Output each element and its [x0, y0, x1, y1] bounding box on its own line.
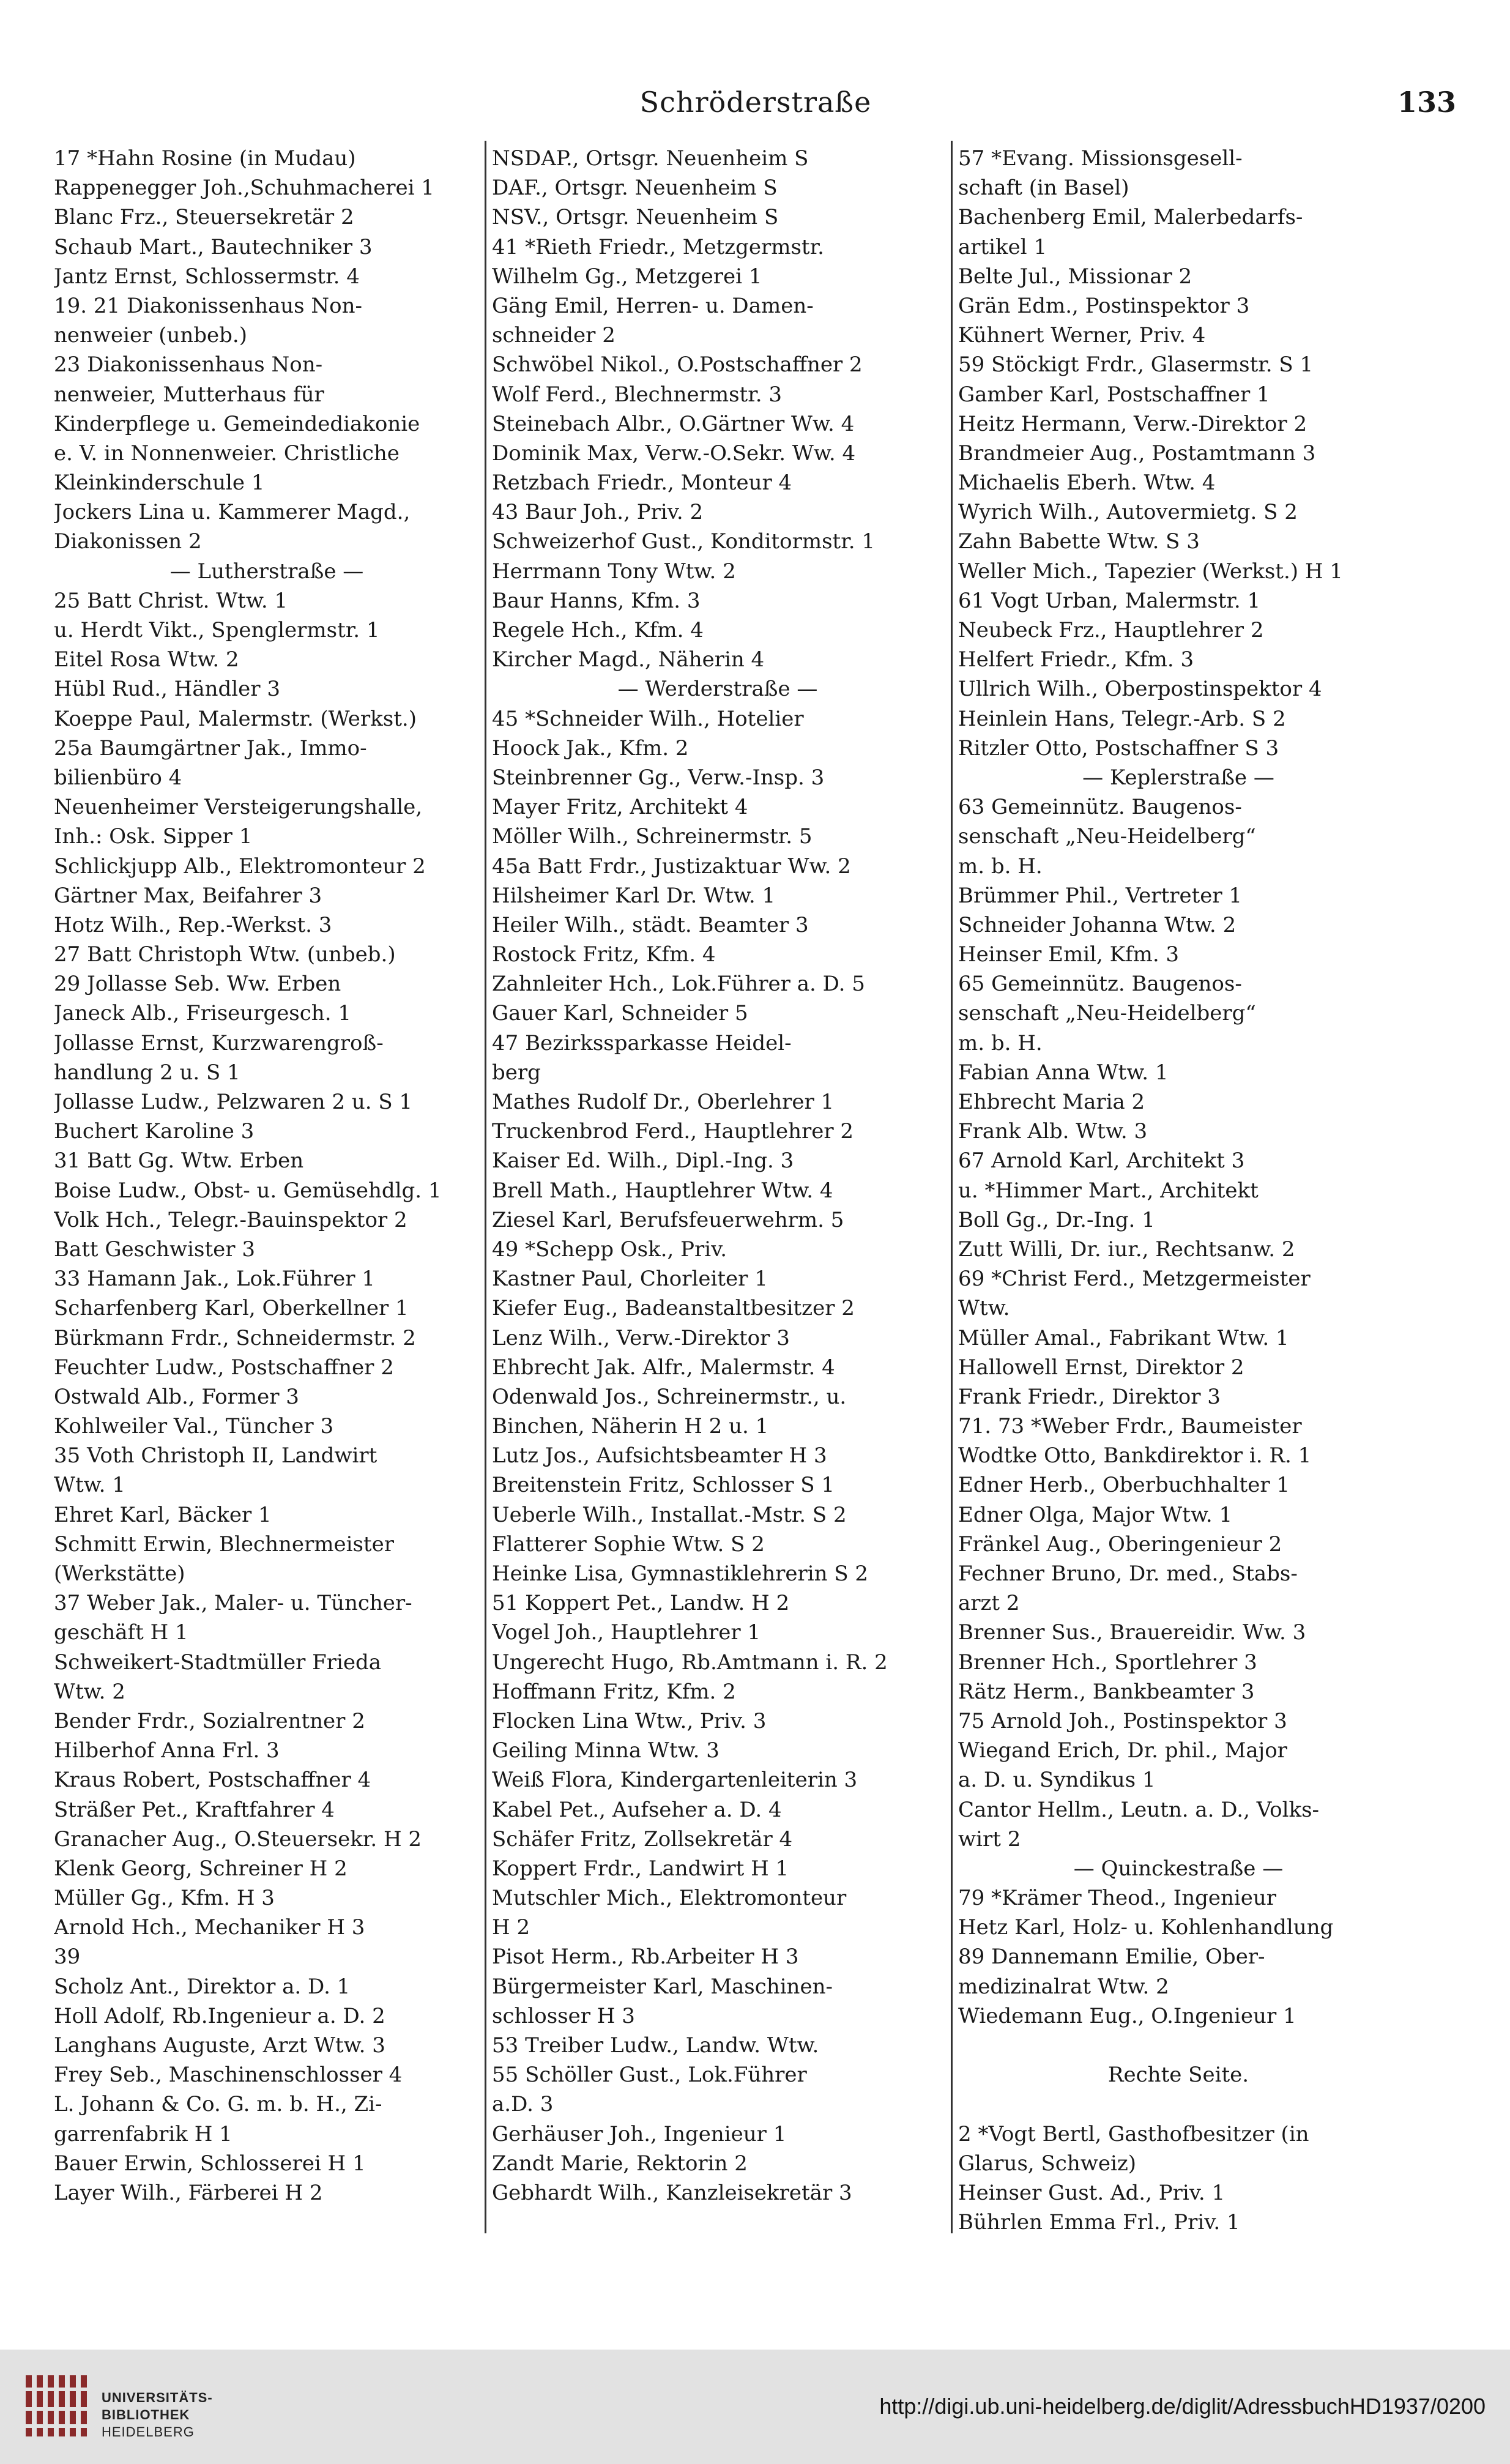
directory-entry-line: Herrmann Tony Wtw. 2 [492, 559, 736, 584]
directory-entry-line: Heinke Lisa, Gymnastiklehrerin S 2 [492, 1561, 869, 1586]
library-seal-icon [21, 2369, 94, 2443]
directory-entry-line: Mayer Fritz, Architekt 4 [492, 795, 748, 820]
directory-entry-line: Wtw. 2 [54, 1679, 125, 1704]
directory-entry-line: Schneider Johanna Wtw. 2 [958, 912, 1237, 937]
directory-entry-line: senschaft „Neu-Heidelberg“ [958, 824, 1256, 849]
directory-entry-line: Gebhardt Wilh., Kanzleisekretär 3 [492, 2180, 852, 2205]
directory-entry-line: — Werderstraße — [617, 677, 818, 702]
directory-entry-line: Hübl Rud., Händler 3 [54, 677, 280, 702]
directory-entry-line: Batt Geschwister 3 [54, 1237, 255, 1262]
directory-entry-line: u. *Himmer Mart., Architekt [958, 1178, 1259, 1203]
directory-entry-line: Scharfenberg Karl, Oberkellner 1 [54, 1296, 409, 1321]
directory-entry-line: Ritzler Otto, Postschaffner S 3 [958, 735, 1279, 761]
directory-entry-line: Blanc Frz., Steuersekretär 2 [54, 205, 354, 230]
directory-entry-line: Jollasse Ludw., Pelzwaren 2 u. S 1 [54, 1090, 413, 1114]
directory-entry-line: Gerhäuser Joh., Ingenieur 1 [492, 2121, 787, 2146]
directory-entry-line: Bachenberg Emil, Malerbedarfs- [958, 205, 1303, 230]
directory-entry-line: Breitenstein Fritz, Schlosser S 1 [492, 1473, 835, 1498]
directory-entry-line: Steinbrenner Gg., Verw.-Insp. 3 [492, 765, 825, 790]
directory-entry-line: Retzbach Friedr., Monteur 4 [492, 471, 792, 496]
directory-entry-line: Heinser Gust. Ad., Priv. 1 [958, 2180, 1225, 2205]
directory-entry-line: Heinlein Hans, Telegr.-Arb. S 2 [958, 706, 1286, 731]
directory-entry-line: senschaft „Neu-Heidelberg“ [958, 1001, 1256, 1026]
directory-entry-line: 59 Stöckigt Frdr., Glasermstr. S 1 [958, 352, 1314, 378]
directory-entry-line: Hotz Wilh., Rep.-Werkst. 3 [54, 912, 332, 937]
directory-entry-line: berg [492, 1060, 541, 1085]
directory-entry-line: 45 *Schneider Wilh., Hotelier [492, 706, 804, 731]
directory-entry-line: 65 Gemeinnütz. Baugenos- [958, 972, 1242, 997]
directory-entry-line: 31 Batt Gg. Wtw. Erben [54, 1148, 304, 1174]
directory-entry-line: Brümmer Phil., Vertreter 1 [958, 883, 1243, 908]
directory-entry-line: Kabel Pet., Aufseher a. D. 4 [492, 1797, 782, 1822]
directory-entry-line: Ostwald Alb., Former 3 [54, 1384, 299, 1409]
directory-entry-line: 61 Vogt Urban, Malermstr. 1 [958, 588, 1261, 613]
directory-entry-line: Müller Gg., Kfm. H 3 [54, 1886, 275, 1911]
directory-entry-line: Zahnleiter Hch., Lok.Führer a. D. 5 [492, 972, 865, 997]
directory-entry-line: Müller Amal., Fabrikant Wtw. 1 [958, 1325, 1289, 1350]
directory-entry-line: 55 Schöller Gust., Lok.Führer [492, 2063, 807, 2088]
directory-entry-line: Helfert Friedr., Kfm. 3 [958, 647, 1194, 672]
directory-entry-line: Cantor Hellm., Leutn. a. D., Volks- [958, 1797, 1320, 1822]
directory-entry-line: Brell Math., Hauptlehrer Wtw. 4 [492, 1178, 833, 1203]
directory-entry-line: Mathes Rudolf Dr., Oberlehrer 1 [492, 1090, 835, 1114]
directory-entry-line: Rechte Seite. [1107, 2063, 1249, 2088]
directory-entry-line: 89 Dannemann Emilie, Ober- [958, 1945, 1265, 1970]
directory-entry-line: Schweikert-Stadtmüller Frieda [54, 1650, 382, 1675]
directory-entry-line: 51 Koppert Pet., Landw. H 2 [492, 1591, 790, 1616]
directory-entry-line: DAF., Ortsgr. Neuenheim S [492, 176, 778, 201]
source-url-link[interactable]: http://digi.ub.uni-heidelberg.de/diglit/AdressbuchHD1937/0200 [879, 2394, 1486, 2419]
directory-entry-line: Bauer Erwin, Schlosserei H 1 [54, 2151, 366, 2176]
directory-entry-line: Schmitt Erwin, Blechnermeister [54, 1532, 394, 1557]
directory-entry-line: Jollasse Ernst, Kurzwarengroß- [54, 1030, 384, 1055]
directory-entry-line: artikel 1 [958, 234, 1047, 259]
directory-entry-line: — Lutherstraße — [169, 559, 364, 584]
directory-entry-line [958, 2090, 1399, 2119]
directory-entry-line: Gauer Karl, Schneider 5 [492, 1001, 748, 1026]
directory-entry-line: 23 Diakonissenhaus Non- [54, 352, 323, 378]
directory-entry-line: 57 *Evang. Missionsgesell- [958, 146, 1243, 171]
directory-entry-line: 25 Batt Christ. Wtw. 1 [54, 588, 288, 613]
directory-entry-line: Wiegand Erich, Dr. phil., Major [958, 1738, 1287, 1763]
column-divider [951, 141, 953, 2233]
directory-entry-line: Sträßer Pet., Kraftfahrer 4 [54, 1797, 335, 1822]
directory-entry-line: Zahn Babette Wtw. S 3 [958, 529, 1200, 554]
directory-entry-line: H 2 [492, 1915, 530, 1940]
directory-entry-line: schaft (in Basel) [958, 176, 1129, 201]
directory-entry-line: 19. 21 Diakonissenhaus Non- [54, 293, 363, 318]
directory-entry-line: — Quinckestraße — [1073, 1856, 1284, 1881]
directory-entry-line: Gäng Emil, Herren- u. Damen- [492, 293, 814, 318]
directory-entry-line: Dominik Max, Verw.-O.Sekr. Ww. 4 [492, 441, 856, 466]
directory-entry-line: Lutz Jos., Aufsichtsbeamter H 3 [492, 1443, 827, 1468]
directory-entry-line: Layer Wilh., Färberei H 2 [54, 2180, 323, 2205]
directory-entry-line: 33 Hamann Jak., Lok.Führer 1 [54, 1267, 375, 1292]
directory-entry-line: 63 Gemeinnütz. Baugenos- [958, 795, 1242, 820]
column-divider [485, 141, 486, 2233]
directory-entry-line: Rostock Fritz, Kfm. 4 [492, 942, 716, 967]
directory-entry-line: Frank Friedr., Direktor 3 [958, 1384, 1221, 1409]
directory-entry-line: Ehbrecht Jak. Alfr., Malermstr. 4 [492, 1355, 835, 1380]
directory-entry-line: Eitel Rosa Wtw. 2 [54, 647, 239, 672]
directory-entry-line: schlosser H 3 [492, 2003, 635, 2028]
directory-entry-line: Wtw. 1 [54, 1473, 125, 1498]
directory-entry-line: handlung 2 u. S 1 [54, 1060, 240, 1085]
directory-entry-line: Wtw. [958, 1296, 1010, 1321]
directory-entry-line: 45a Batt Frdr., Justizaktuar Ww. 2 [492, 854, 851, 879]
logo-text-line: BIBLIOTHEK [102, 2407, 190, 2422]
directory-entry-line: Glarus, Schweiz) [958, 2151, 1137, 2176]
directory-entry-line: Langhans Auguste, Arzt Wtw. 3 [54, 2033, 385, 2058]
digitization-footer [0, 2350, 1510, 2464]
directory-entry-line: Volk Hch., Telegr.-Bauinspektor 2 [54, 1207, 407, 1232]
directory-entry-line: Bürkmann Frdr., Schneidermstr. 2 [54, 1325, 416, 1350]
directory-entry-line: 69 *Christ Ferd., Metzgermeister [958, 1267, 1311, 1292]
directory-entry-line: Weller Mich., Tapezier (Werkst.) H 1 [958, 559, 1343, 584]
directory-entry-line: 37 Weber Jak., Maler- u. Tüncher- [54, 1591, 412, 1616]
directory-entry-line: Edner Herb., Oberbuchhalter 1 [958, 1473, 1290, 1498]
directory-entry-line: Möller Wilh., Schreinermstr. 5 [492, 824, 813, 849]
directory-entry-line: Janeck Alb., Friseurgesch. 1 [54, 1001, 351, 1026]
directory-entry-line: Boll Gg., Dr.-Ing. 1 [958, 1207, 1155, 1232]
directory-entry-line: 27 Batt Christoph Wtw. (unbeb.) [54, 942, 396, 967]
directory-entry-line: Ziesel Karl, Berufsfeuerwehrm. 5 [492, 1207, 844, 1232]
directory-entry-line: Heitz Hermann, Verw.-Direktor 2 [958, 411, 1307, 436]
directory-entry-line: 43 Baur Joh., Priv. 2 [492, 500, 704, 525]
directory-entry-line: nenweier (unbeb.) [54, 323, 247, 348]
directory-entry-line: (Werkstätte) [54, 1561, 185, 1586]
directory-entry-line: NSV., Ortsgr. Neuenheim S [492, 205, 779, 230]
directory-entry-line: Edner Olga, Major Wtw. 1 [958, 1502, 1233, 1527]
directory-entry-line: Belte Jul., Missionar 2 [958, 264, 1192, 289]
directory-entry-line: Baur Hanns, Kfm. 3 [492, 588, 701, 613]
directory-entry-line: Inh.: Osk. Sipper 1 [54, 824, 253, 849]
directory-entry-line: Wiedemann Eug., O.Ingenieur 1 [958, 2003, 1296, 2028]
directory-entry-line: bilienbüro 4 [54, 765, 182, 790]
directory-entry-line: Wolf Ferd., Blechnermstr. 3 [492, 382, 782, 407]
directory-entry-line: Jantz Ernst, Schlossermstr. 4 [54, 264, 360, 289]
directory-entry-line: e. V. in Nonnenweier. Christliche [54, 441, 400, 466]
directory-entry-line: Zandt Marie, Rektorin 2 [492, 2151, 748, 2176]
directory-entry-line: 25a Baumgärtner Jak., Immo- [54, 735, 367, 761]
directory-entry-line: Schlickjupp Alb., Elektromonteur 2 [54, 854, 426, 879]
directory-entry-line: Koeppe Paul, Malermstr. (Werkst.) [54, 706, 417, 731]
directory-entry-line: Fabian Anna Wtw. 1 [958, 1060, 1169, 1085]
directory-entry-line: Frey Seb., Maschinenschlosser 4 [54, 2063, 403, 2088]
directory-entry-line: Neuenheimer Versteigerungshalle, [54, 795, 423, 820]
directory-entry-line: Kleinkinderschule 1 [54, 471, 265, 496]
directory-entry-line: Hilberhof Anna Frl. 3 [54, 1738, 280, 1763]
directory-entry-line: Ungerecht Hugo, Rb.Amtmann i. R. 2 [492, 1650, 888, 1675]
directory-entry-line: 41 *Rieth Friedr., Metzgermstr. [492, 234, 824, 259]
directory-entry-line: Gärtner Max, Beifahrer 3 [54, 883, 322, 908]
directory-entry-line: Zutt Willi, Dr. iur., Rechtsanw. 2 [958, 1237, 1295, 1262]
directory-entry-line: m. b. H. [958, 854, 1043, 879]
directory-entry-line: Schäfer Fritz, Zollsekretär 4 [492, 1826, 793, 1852]
logo-text-line: UNIVERSITÄTS- [102, 2390, 213, 2405]
directory-entry-line: nenweier, Mutterhaus für [54, 382, 324, 407]
directory-entry-line: Flocken Lina Wtw., Priv. 3 [492, 1708, 767, 1733]
directory-entry-line: L. Johann & Co. G. m. b. H., Zi- [54, 2092, 382, 2117]
directory-entry-line: Weiß Flora, Kindergartenleiterin 3 [492, 1768, 858, 1793]
page-header [55, 86, 1456, 128]
directory-entry-line: Steinebach Albr., O.Gärtner Ww. 4 [492, 411, 855, 436]
directory-entry-line: u. Herdt Vikt., Spenglermstr. 1 [54, 618, 380, 642]
directory-entry-line: 49 *Schepp Osk., Priv. [492, 1237, 727, 1262]
directory-entry-line: 53 Treiber Ludw., Landw. Wtw. [492, 2033, 819, 2058]
directory-entry-line: 47 Bezirkssparkasse Heidel- [492, 1030, 792, 1055]
directory-entry-line: Brenner Sus., Brauereidir. Ww. 3 [958, 1620, 1306, 1645]
directory-entry-line: Kiefer Eug., Badeanstaltbesitzer 2 [492, 1296, 855, 1321]
directory-entry-line: garrenfabrik H 1 [54, 2121, 232, 2146]
directory-column-right [958, 144, 1399, 2236]
directory-entry-line: Scholz Ant., Direktor a. D. 1 [54, 1974, 351, 1999]
directory-entry-line: Vogel Joh., Hauptlehrer 1 [492, 1620, 761, 1645]
directory-entry-line: Ehbrecht Maria 2 [958, 1090, 1145, 1114]
directory-entry-line: Michaelis Eberh. Wtw. 4 [958, 471, 1216, 496]
directory-entry-line: Fechner Bruno, Dr. med., Stabs- [958, 1561, 1298, 1586]
directory-entry-line: Hetz Karl, Holz- u. Kohlenhandlung [958, 1915, 1334, 1940]
directory-entry-line: 35 Voth Christoph II, Landwirt [54, 1443, 378, 1468]
directory-entry-line: Kaiser Ed. Wilh., Dipl.-Ing. 3 [492, 1148, 794, 1174]
directory-entry-line: Brenner Hch., Sportlehrer 3 [958, 1650, 1257, 1675]
directory-entry-line: Wyrich Wilh., Autovermietg. S 2 [958, 500, 1298, 525]
directory-entry-line: Flatterer Sophie Wtw. S 2 [492, 1532, 765, 1557]
directory-entry-line: Koppert Frdr., Landwirt H 1 [492, 1856, 789, 1881]
directory-entry-line: Diakonissen 2 [54, 529, 202, 554]
directory-entry-line: Kinderpflege u. Gemeindediakonie [54, 411, 420, 436]
directory-entry-line: — Keplerstraße — [1082, 765, 1274, 790]
directory-entry-line: Geiling Minna Wtw. 3 [492, 1738, 720, 1763]
directory-entry-line: Wilhelm Gg., Metzgerei 1 [492, 264, 762, 289]
directory-column-left [54, 144, 480, 2236]
directory-entry-line: wirt 2 [958, 1826, 1021, 1852]
directory-entry-line: Ullrich Wilh., Oberpostinspektor 4 [958, 677, 1322, 702]
directory-entry-line: Kastner Paul, Chorleiter 1 [492, 1267, 768, 1292]
directory-entry-line: Wodtke Otto, Bankdirektor i. R. 1 [958, 1443, 1312, 1468]
directory-entry-line: m. b. H. [958, 1030, 1043, 1055]
directory-entry-line: Hilsheimer Karl Dr. Wtw. 1 [492, 883, 776, 908]
directory-entry-line: geschäft H 1 [54, 1620, 188, 1645]
directory-entry-line: 75 Arnold Joh., Postinspektor 3 [958, 1708, 1287, 1733]
directory-entry-line: Schwöbel Nikol., O.Postschaffner 2 [492, 352, 863, 378]
directory-entry-line: Holl Adolf, Rb.Ingenieur a. D. 2 [54, 2003, 385, 2028]
directory-entry-line: Fränkel Aug., Oberingenieur 2 [958, 1532, 1282, 1557]
directory-entry-line: Kohlweiler Val., Tüncher 3 [54, 1414, 334, 1439]
directory-entry-line: Binchen, Näherin H 2 u. 1 [492, 1414, 769, 1439]
directory-entry-line: schneider 2 [492, 323, 616, 348]
directory-entry-line: Pisot Herm., Rb.Arbeiter H 3 [492, 1945, 799, 1970]
directory-entry-line: 67 Arnold Karl, Architekt 3 [958, 1148, 1245, 1174]
directory-entry-line: Ehret Karl, Bäcker 1 [54, 1502, 272, 1527]
directory-entry-line: 2 *Vogt Bertl, Gasthofbesitzer (in [958, 2121, 1309, 2146]
directory-entry-line: a.D. 3 [492, 2092, 554, 2117]
directory-entry-line: Neubeck Frz., Hauptlehrer 2 [958, 618, 1264, 642]
directory-entry-line: Frank Alb. Wtw. 3 [958, 1119, 1148, 1144]
directory-entry-line: Schweizerhof Gust., Konditormstr. 1 [492, 529, 875, 554]
directory-entry-line: Regele Hch., Kfm. 4 [492, 618, 704, 642]
directory-entry-line: Lenz Wilh., Verw.-Direktor 3 [492, 1325, 790, 1350]
directory-entry-line: Gamber Karl, Postschaffner 1 [958, 382, 1270, 407]
directory-entry-line: Kircher Magd., Näherin 4 [492, 647, 765, 672]
directory-entry-line: Buchert Karoline 3 [54, 1119, 255, 1144]
directory-entry-line: Boise Ludw., Obst- u. Gemüsehdlg. 1 [54, 1178, 442, 1203]
directory-entry-line: Mutschler Mich., Elektromonteur [492, 1886, 847, 1911]
directory-entry-line: Kraus Robert, Postschaffner 4 [54, 1768, 371, 1793]
directory-entry-line: 17 *Hahn Rosine (in Mudau) [54, 146, 356, 171]
directory-entry-line: Odenwald Jos., Schreinermstr., u. [492, 1384, 847, 1409]
directory-entry-line: Ueberle Wilh., Installat.-Mstr. S 2 [492, 1502, 847, 1527]
directory-entry-line: arzt 2 [958, 1591, 1020, 1616]
directory-entry-line: Hallowell Ernst, Direktor 2 [958, 1355, 1244, 1380]
running-title: Schröderstraße [639, 86, 872, 119]
directory-entry-line: Heinser Emil, Kfm. 3 [958, 942, 1180, 967]
directory-entry-line: Granacher Aug., O.Steuersekr. H 2 [54, 1826, 422, 1852]
directory-entry-line: Bührlen Emma Frl., Priv. 1 [958, 2210, 1240, 2235]
directory-entry-line: Heiler Wilh., städt. Beamter 3 [492, 912, 809, 937]
directory-entry-line: Jockers Lina u. Kammerer Magd., [54, 500, 411, 525]
directory-entry-line: Grän Edm., Postinspektor 3 [958, 293, 1250, 318]
directory-entry-line: Rätz Herm., Bankbeamter 3 [958, 1679, 1255, 1704]
library-logo [21, 2363, 241, 2449]
directory-entry-line: Schaub Mart., Bautechniker 3 [54, 234, 373, 259]
directory-entry-line: Kühnert Werner, Priv. 4 [958, 323, 1206, 348]
directory-entry-line: Rappenegger Joh.,Schuhmacherei 1 [54, 176, 434, 201]
directory-entry-line: Brandmeier Aug., Postamtmann 3 [958, 441, 1316, 466]
directory-entry-line: Hoock Jak., Kfm. 2 [492, 735, 689, 761]
directory-entry-line: 39 [54, 1945, 81, 1970]
logo-text-line: HEIDELBERG [102, 2424, 195, 2440]
directory-entry-line: Bender Frdr., Sozialrentner 2 [54, 1708, 365, 1733]
directory-entry-line: Hoffmann Fritz, Kfm. 2 [492, 1679, 736, 1704]
directory-entry-line: a. D. u. Syndikus 1 [958, 1768, 1156, 1793]
directory-entry-line: medizinalrat Wtw. 2 [958, 1974, 1169, 1999]
directory-entry-line: Arnold Hch., Mechaniker H 3 [54, 1915, 365, 1940]
directory-entry-line: 79 *Krämer Theod., Ingenieur [958, 1886, 1277, 1911]
directory-entry-line [958, 2031, 1399, 2060]
directory-column-middle [492, 144, 943, 2236]
page-number: 133 [1397, 86, 1456, 119]
directory-entry-line: Truckenbrod Ferd., Hauptlehrer 2 [492, 1119, 854, 1144]
directory-entry-line: 29 Jollasse Seb. Ww. Erben [54, 972, 341, 997]
directory-entry-line: 71. 73 *Weber Frdr., Baumeister [958, 1414, 1302, 1439]
directory-entry-line: NSDAP., Ortsgr. Neuenheim S [492, 146, 809, 171]
directory-entry-line: Feuchter Ludw., Postschaffner 2 [54, 1355, 394, 1380]
directory-entry-line: Bürgermeister Karl, Maschinen- [492, 1974, 833, 1999]
directory-entry-line: Klenk Georg, Schreiner H 2 [54, 1856, 348, 1881]
